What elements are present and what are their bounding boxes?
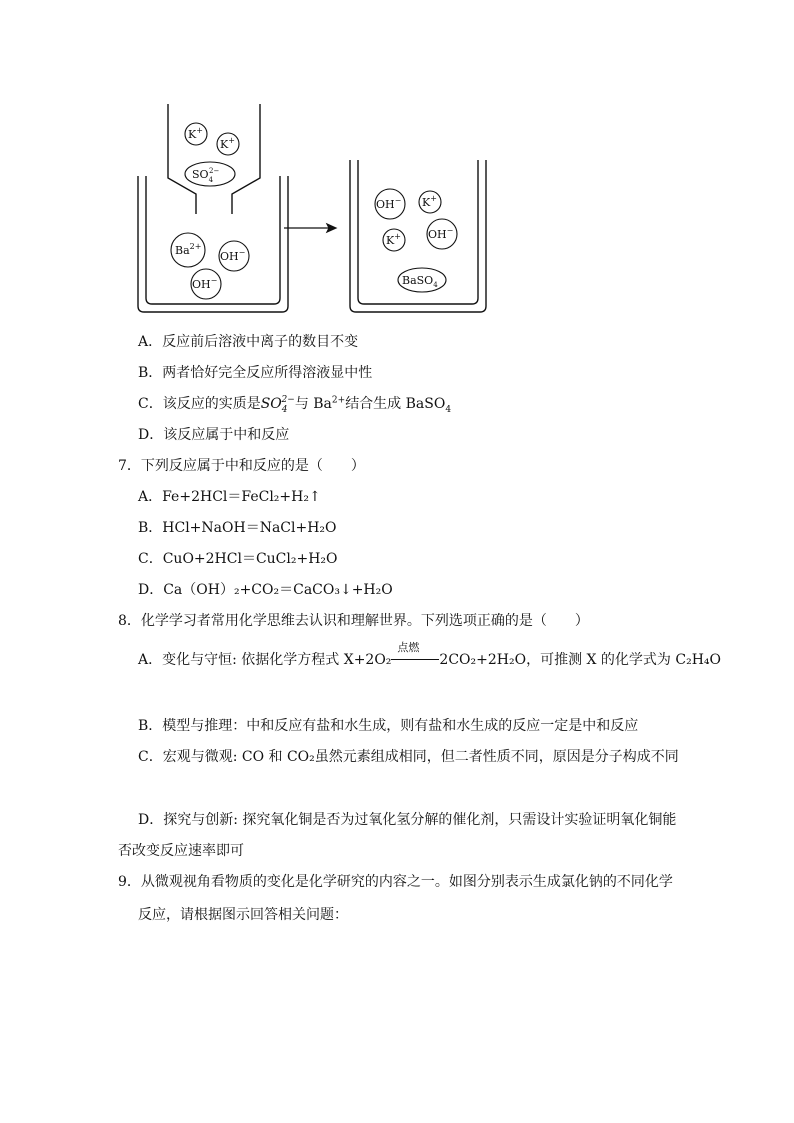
q8-option-d-line2: 否改变反应速率即可 (118, 843, 244, 859)
q9-line2: 反应，请根据图示回答相关问题： (138, 907, 348, 923)
q8-option-b: B．模型与推理：中和反应有盐和水生成，则有盐和水生成的反应一定是中和反应 (138, 718, 639, 734)
q6-option-c-so4: SO (260, 396, 282, 412)
q8-option-c: C．宏观与微观: CO 和 CO₂虽然元素组成相同，但二者性质不同，原因是分子构成不同 (138, 749, 679, 765)
right-beaker (350, 160, 486, 312)
q8-stem: 8．化学学习者常用化学思维去认识和理解世界。下列选项正确的是（ ） (118, 613, 589, 629)
q6-option-b: B．两者恰好完全反应所得溶液显中性 (138, 365, 373, 381)
reaction-condition (391, 641, 439, 670)
q8-option-a (138, 641, 722, 670)
q9-line1: 9．从微观视角看物质的变化是化学研究的内容之一。如图分别表示生成氯化钠的不同化学 (118, 874, 673, 890)
label-oh-2: OH− (192, 276, 218, 291)
q6-option-c-prefix: C．该反应的实质是 (138, 396, 261, 412)
label-k-1: K+ (188, 126, 203, 141)
label-so4: $SO_42-$ (192, 167, 220, 184)
q6-option-c: C．该反应的实质是$SO_4^{2-}$与 $Ba^{2+}$结合生成 BaSO$_4$ (138, 395, 452, 415)
q8-option-a-prefix: A．变化与守恒: 依据化学方程式 X+2O₂ (138, 652, 392, 668)
q7-stem: 7．下列反应属于中和反应的是（ ） (118, 458, 365, 474)
reaction-arrow (284, 224, 336, 232)
label-oh-4: OH− (428, 226, 454, 241)
condition-label: 点燃 (397, 641, 420, 654)
q7-option-d: D．Ca（OH）₂+CO₂＝CaCO₃↓+H₂O (138, 582, 393, 598)
label-oh-3: OH− (376, 196, 402, 211)
label-ba: $Ba^{2+}$ (175, 242, 202, 257)
label-baso4: BaSO$_4$ (402, 274, 438, 289)
q8-option-d-line1: D．探究与创新: 探究氧化铜是否为过氧化氢分解的催化剂，只需设计实验证明氧化铜能 (138, 812, 677, 828)
q7-option-a: A．Fe+2HCl＝FeCl₂+H₂↑ (138, 489, 321, 505)
q6-option-d: D．该反应属于中和反应 (138, 427, 290, 443)
condition-bar (391, 659, 439, 660)
q7-option-b: B．HCl+NaOH＝NaCl+H₂O (138, 520, 337, 536)
q6-option-c-mid: 与 Ba (294, 396, 332, 412)
label-k-2: K+ (220, 136, 235, 151)
label-k-4: K+ (386, 232, 401, 247)
left-ions (171, 123, 249, 299)
label-oh-1: OH− (220, 248, 246, 263)
q6-option-a: A．反应前后溶液中离子的数目不变 (138, 334, 359, 350)
q6-option-c-suffix: 结合生成 BaSO (345, 396, 446, 412)
label-k-3: K+ (422, 194, 437, 209)
reaction-diagram (132, 98, 492, 320)
q7-option-c: C．CuO+2HCl＝CuCl₂+H₂O (138, 551, 338, 567)
q8-option-a-suffix: 2CO₂+2H₂O，可推测 X 的化学式为 C₂H₄O (439, 652, 722, 668)
